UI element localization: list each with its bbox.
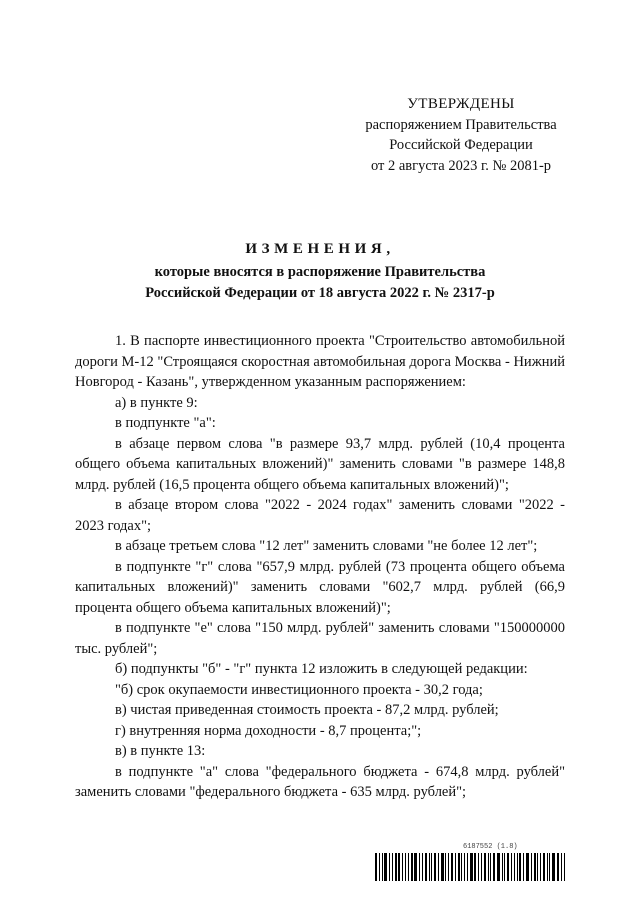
barcode-bar bbox=[481, 853, 482, 881]
barcode-bar bbox=[455, 853, 456, 881]
barcode-bar bbox=[389, 853, 390, 881]
barcode-bar bbox=[526, 853, 529, 881]
body-paragraph: в абзаце втором слова "2022 - 2024 годах" заменить словами "2022 - 2023 годах"; bbox=[75, 497, 565, 534]
document-title: ИЗМЕНЕНИЯ, bbox=[245, 241, 395, 257]
barcode-bar bbox=[398, 853, 400, 881]
barcode-bar bbox=[414, 853, 417, 881]
subtitle-line-2: Российской Федерации от 18 августа 2022 г. № 2317-р bbox=[145, 284, 495, 301]
body-paragraph: б) подпункты "б" - "г" пункта 12 изложить в следующей редакции: bbox=[115, 661, 528, 677]
body-paragraph: в) в пункте 13: bbox=[115, 743, 206, 759]
approval-stamp bbox=[330, 94, 592, 176]
body-paragraph: в подпункте "а" слова "федерального бюджета - 674,8 млрд. рублей" заменить словами "федерального бюджета - 635 млрд. рублей"; bbox=[75, 763, 565, 800]
barcode-bar bbox=[425, 853, 427, 881]
barcode-bar bbox=[511, 853, 512, 881]
barcode-bar bbox=[490, 853, 491, 881]
barcode-bar bbox=[392, 853, 393, 881]
barcode-bar bbox=[534, 853, 536, 881]
barcode-bar bbox=[507, 853, 509, 881]
barcode-bar bbox=[458, 853, 460, 881]
approval-heading: УТВЕРЖДЕНЫ bbox=[407, 96, 515, 112]
barcode-bar bbox=[448, 853, 449, 881]
barcode-bar bbox=[531, 853, 532, 881]
body-paragraph: в) чистая приведенная стоимость проекта - 87,2 млрд. рублей; bbox=[115, 702, 499, 718]
barcode-bar bbox=[422, 853, 423, 881]
barcode-bar bbox=[431, 853, 432, 881]
barcode-bar bbox=[497, 853, 500, 881]
barcode-bar bbox=[552, 853, 555, 881]
barcode-bar bbox=[504, 853, 505, 881]
barcode-bar bbox=[474, 853, 476, 881]
barcode-bar bbox=[375, 853, 377, 881]
barcode-bar bbox=[445, 853, 446, 881]
document-body bbox=[75, 331, 565, 803]
barcode-bar bbox=[384, 853, 387, 881]
barcode-bar bbox=[382, 853, 383, 881]
barcode-bar bbox=[438, 853, 439, 881]
barcode-bar bbox=[514, 853, 515, 881]
approval-line-2: Российской Федерации bbox=[389, 137, 533, 153]
barcode-bar bbox=[543, 853, 545, 881]
body-paragraph: в абзаце первом слова "в размере 93,7 млрд. рублей (10,4 процента общего объема капитальных вложений)" заменить словами "в размере 148,8 млрд. рублей (16,5 процента общего объема капитальных вложений)"; bbox=[75, 435, 565, 493]
body-paragraph: "б) срок окупаемости инвестиционного проекта - 30,2 года; bbox=[115, 681, 483, 698]
barcode-bar bbox=[523, 853, 524, 881]
document-subtitle bbox=[60, 262, 580, 303]
body-paragraph: а) в пункте 9: bbox=[115, 394, 198, 411]
barcode-bar bbox=[467, 853, 468, 881]
approval-line-3: от 2 августа 2023 г. № 2081-р bbox=[370, 157, 552, 174]
barcode-bar bbox=[408, 853, 409, 881]
body-paragraph: 1. В паспорте инвестиционного проекта "Строительство автомобильной дороги М-12 "Строящаяся скоростная автомобильная дорога Москва - Нижний Новгород - Казань", утвержденном указанным распоряжением: bbox=[75, 333, 565, 390]
barcode-bar bbox=[564, 853, 565, 881]
barcode-bar bbox=[549, 853, 550, 881]
body-paragraph: в подпункте "г" слова "657,9 млрд. рублей (73 процента общего объема капитальных вложений)" заменить словами "602,7 млрд. рублей (66,9 процента общего объема капитальных вложений)"; bbox=[75, 558, 565, 616]
barcode bbox=[375, 853, 565, 881]
barcode-bar bbox=[461, 853, 462, 881]
body-paragraph: г) внутренняя норма доходности - 8,7 процента;"; bbox=[115, 722, 422, 739]
barcode-bar bbox=[464, 853, 465, 881]
barcode-bar bbox=[517, 853, 518, 881]
barcode-bar bbox=[429, 853, 430, 881]
barcode-bar bbox=[519, 853, 521, 881]
subtitle-line-1: которые вносятся в распоряжение Правительства bbox=[154, 264, 486, 280]
barcode-bar bbox=[441, 853, 444, 881]
barcode-bar bbox=[484, 853, 486, 881]
barcode-bar bbox=[451, 853, 453, 881]
barcode-bar bbox=[419, 853, 420, 881]
body-paragraph: в подпункте "а": bbox=[115, 415, 216, 431]
approval-line-1: распоряжением Правительства bbox=[365, 116, 557, 133]
barcode-bar bbox=[502, 853, 503, 881]
barcode-bar bbox=[488, 853, 489, 881]
barcode-bar bbox=[395, 853, 397, 881]
barcode-bar bbox=[470, 853, 473, 881]
barcode-bar bbox=[561, 853, 562, 881]
body-paragraph: в абзаце третьем слова "12 лет" заменить словами "не более 12 лет"; bbox=[115, 538, 538, 554]
barcode-bar bbox=[405, 853, 406, 881]
document-code: 6187552 (1.8) bbox=[463, 843, 518, 851]
barcode-bar bbox=[379, 853, 380, 881]
barcode-bar bbox=[493, 853, 495, 881]
barcode-bar bbox=[540, 853, 541, 881]
barcode-bar bbox=[557, 853, 559, 881]
barcode-bar bbox=[402, 853, 403, 881]
barcode-bar bbox=[411, 853, 413, 881]
barcode-bar bbox=[434, 853, 436, 881]
body-paragraph: в подпункте "е" слова "150 млрд. рублей" заменить словами "150000000 тыс. рублей"; bbox=[75, 620, 565, 657]
barcode-bar bbox=[478, 853, 479, 881]
barcode-bar bbox=[547, 853, 548, 881]
barcode-bar bbox=[537, 853, 538, 881]
